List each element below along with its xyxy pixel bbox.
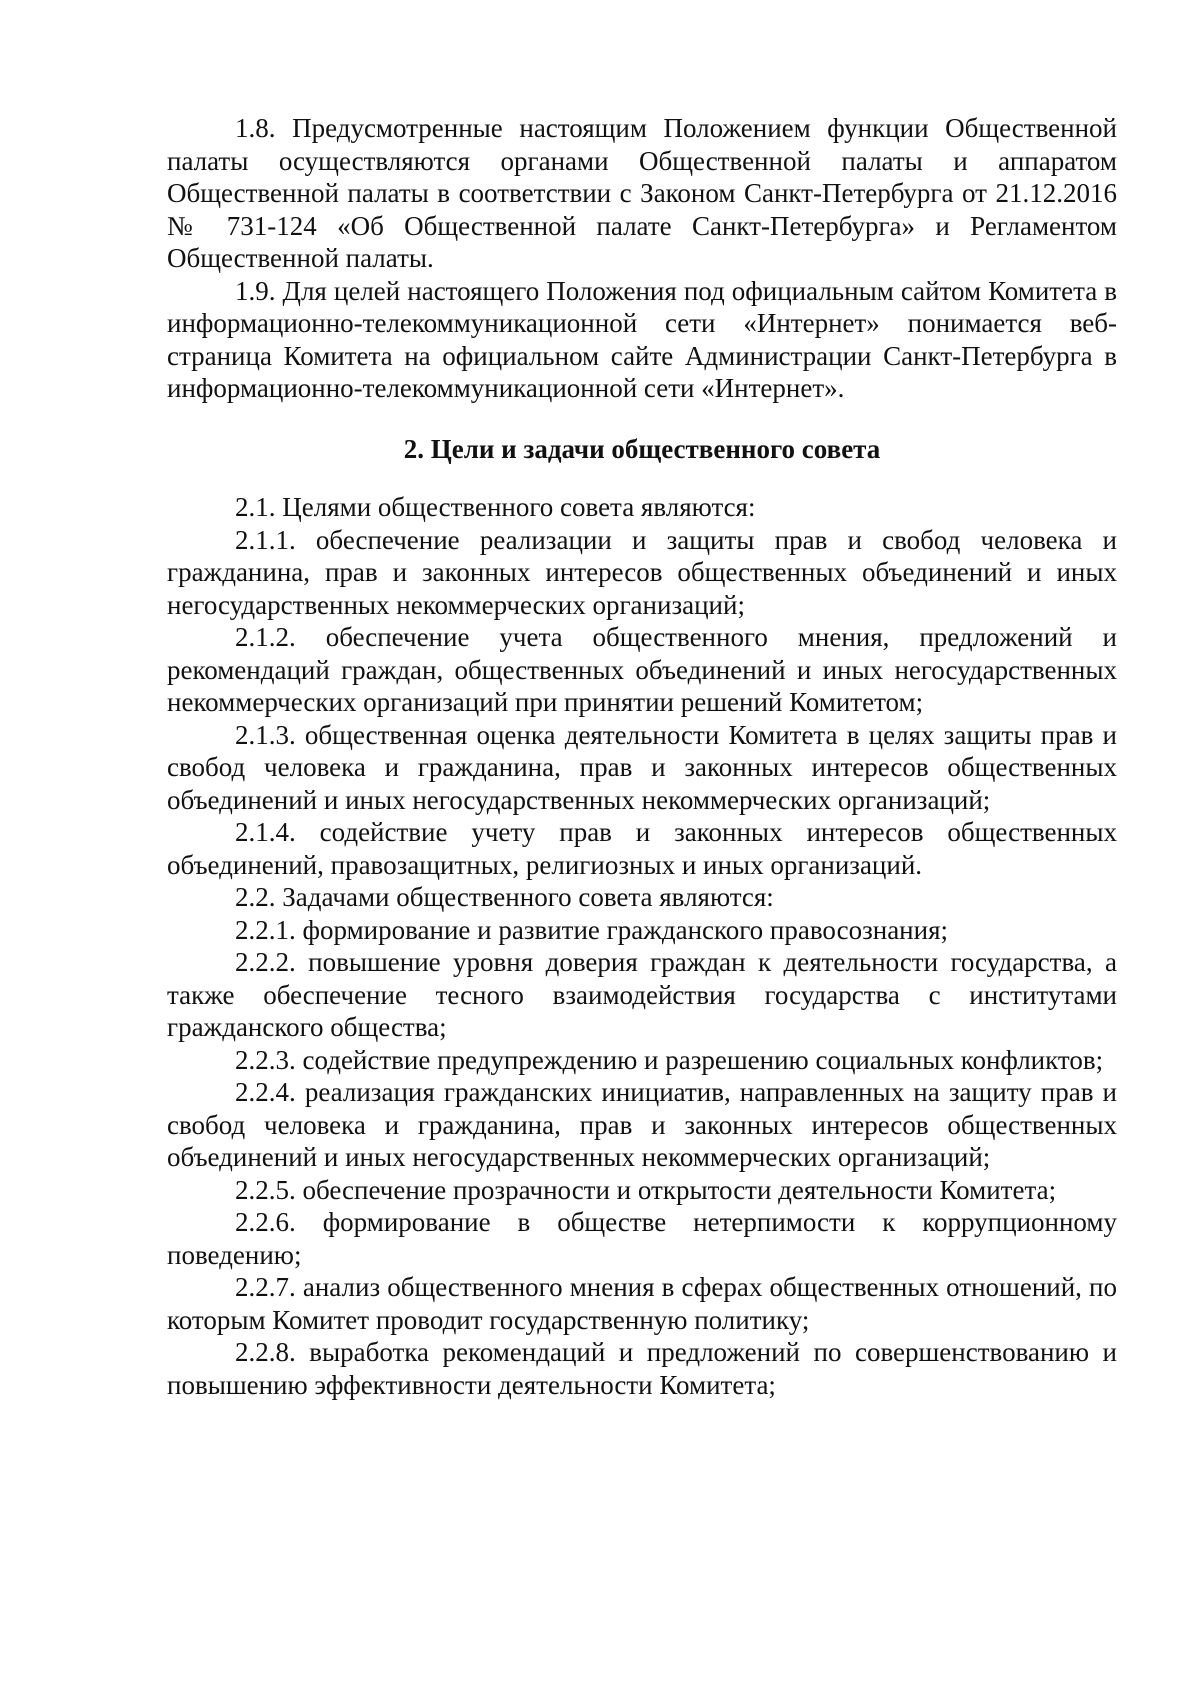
paragraph-2-2-7: 2.2.7. анализ общественного мнения в сферах общественных отношений, по которым Комитет проводит государственную политику; xyxy=(167,1272,1117,1335)
section-title: 2. Цели и задачи общественного совета xyxy=(403,433,881,464)
paragraph-2-1-2: 2.1.2. обеспечение учета общественного мнения, предложений и рекомендаций граждан, общественных объединений и иных негосударственных некоммерческих организаций при принятии решений Комитетом; xyxy=(167,622,1117,717)
paragraph-2-1: 2.1. Целями общественного совета являются: xyxy=(235,492,756,522)
paragraph-2-2: 2.2. Задачами общественного совета являются: xyxy=(235,882,774,912)
paragraph-2-1-3: 2.1.3. общественная оценка деятельности Комитета в целях защиты прав и свобод человека и гражданина, прав и законных интересов общественных объединений и иных негосударственных некоммерческих организаций; xyxy=(167,719,1117,815)
paragraph-1-9: 1.9. Для целей настоящего Положения под официальным сайтом Комитета в информационно-телекоммуникационной сети «Интернет» понимается веб-страница Комитета на официальном сайте Администрации Санкт-Петербурга в информационно-телекоммуникационной сети «Интернет». xyxy=(167,275,1117,403)
paragraph-2-1-1: 2.1.1. обеспечение реализации и защиты прав и свобод человека и гражданина, прав и законных интересов общественных объединений и иных негосударственных некоммерческих организаций; xyxy=(167,524,1117,620)
paragraph-2-2-8: 2.2.8. выработка рекомендаций и предложений по совершенствованию и повышению эффективности деятельности Комитета; xyxy=(167,1337,1117,1400)
paragraph-2-1-4: 2.1.4. содействие учету прав и законных интересов общественных объединений, правозащитных, религиозных и иных организаций. xyxy=(167,817,1117,880)
paragraph-2-2-5: 2.2.5. обеспечение прозрачности и открытости деятельности Комитета; xyxy=(235,1174,1057,1205)
paragraph-2-2-6: 2.2.6. формирование в обществе нетерпимости к коррупционному поведению; xyxy=(167,1207,1117,1270)
paragraph-2-2-1: 2.2.1. формирование и развитие гражданского правосознания; xyxy=(235,914,948,945)
paragraph-2-2-2: 2.2.2. повышение уровня доверия граждан к деятельности государства, а также обеспечение тесного взаимодействия государства с институтами гражданского общества; xyxy=(167,947,1117,1042)
paragraph-2-2-3: 2.2.3. содействие предупреждению и разрешению социальных конфликтов; xyxy=(235,1044,1104,1075)
document-page xyxy=(167,112,1117,1401)
paragraph-1-8: 1.8. Предусмотренные настоящим Положением функции Общественной палаты осуществляются органами Общественной палаты и аппаратом Общественной палаты в соответствии с Законом Санкт-Петербурга от 21.12.2016 № 731-124 «Об Общественной палате Санкт-Петербурга» и Регламентом Общественной палаты. xyxy=(167,113,1117,273)
paragraph-2-2-4: 2.2.4. реализация гражданских инициатив, направленных на защиту прав и свобод человека и гражданина, прав и законных интересов общественных объединений и иных негосударственных некоммерческих организаций; xyxy=(167,1077,1117,1172)
